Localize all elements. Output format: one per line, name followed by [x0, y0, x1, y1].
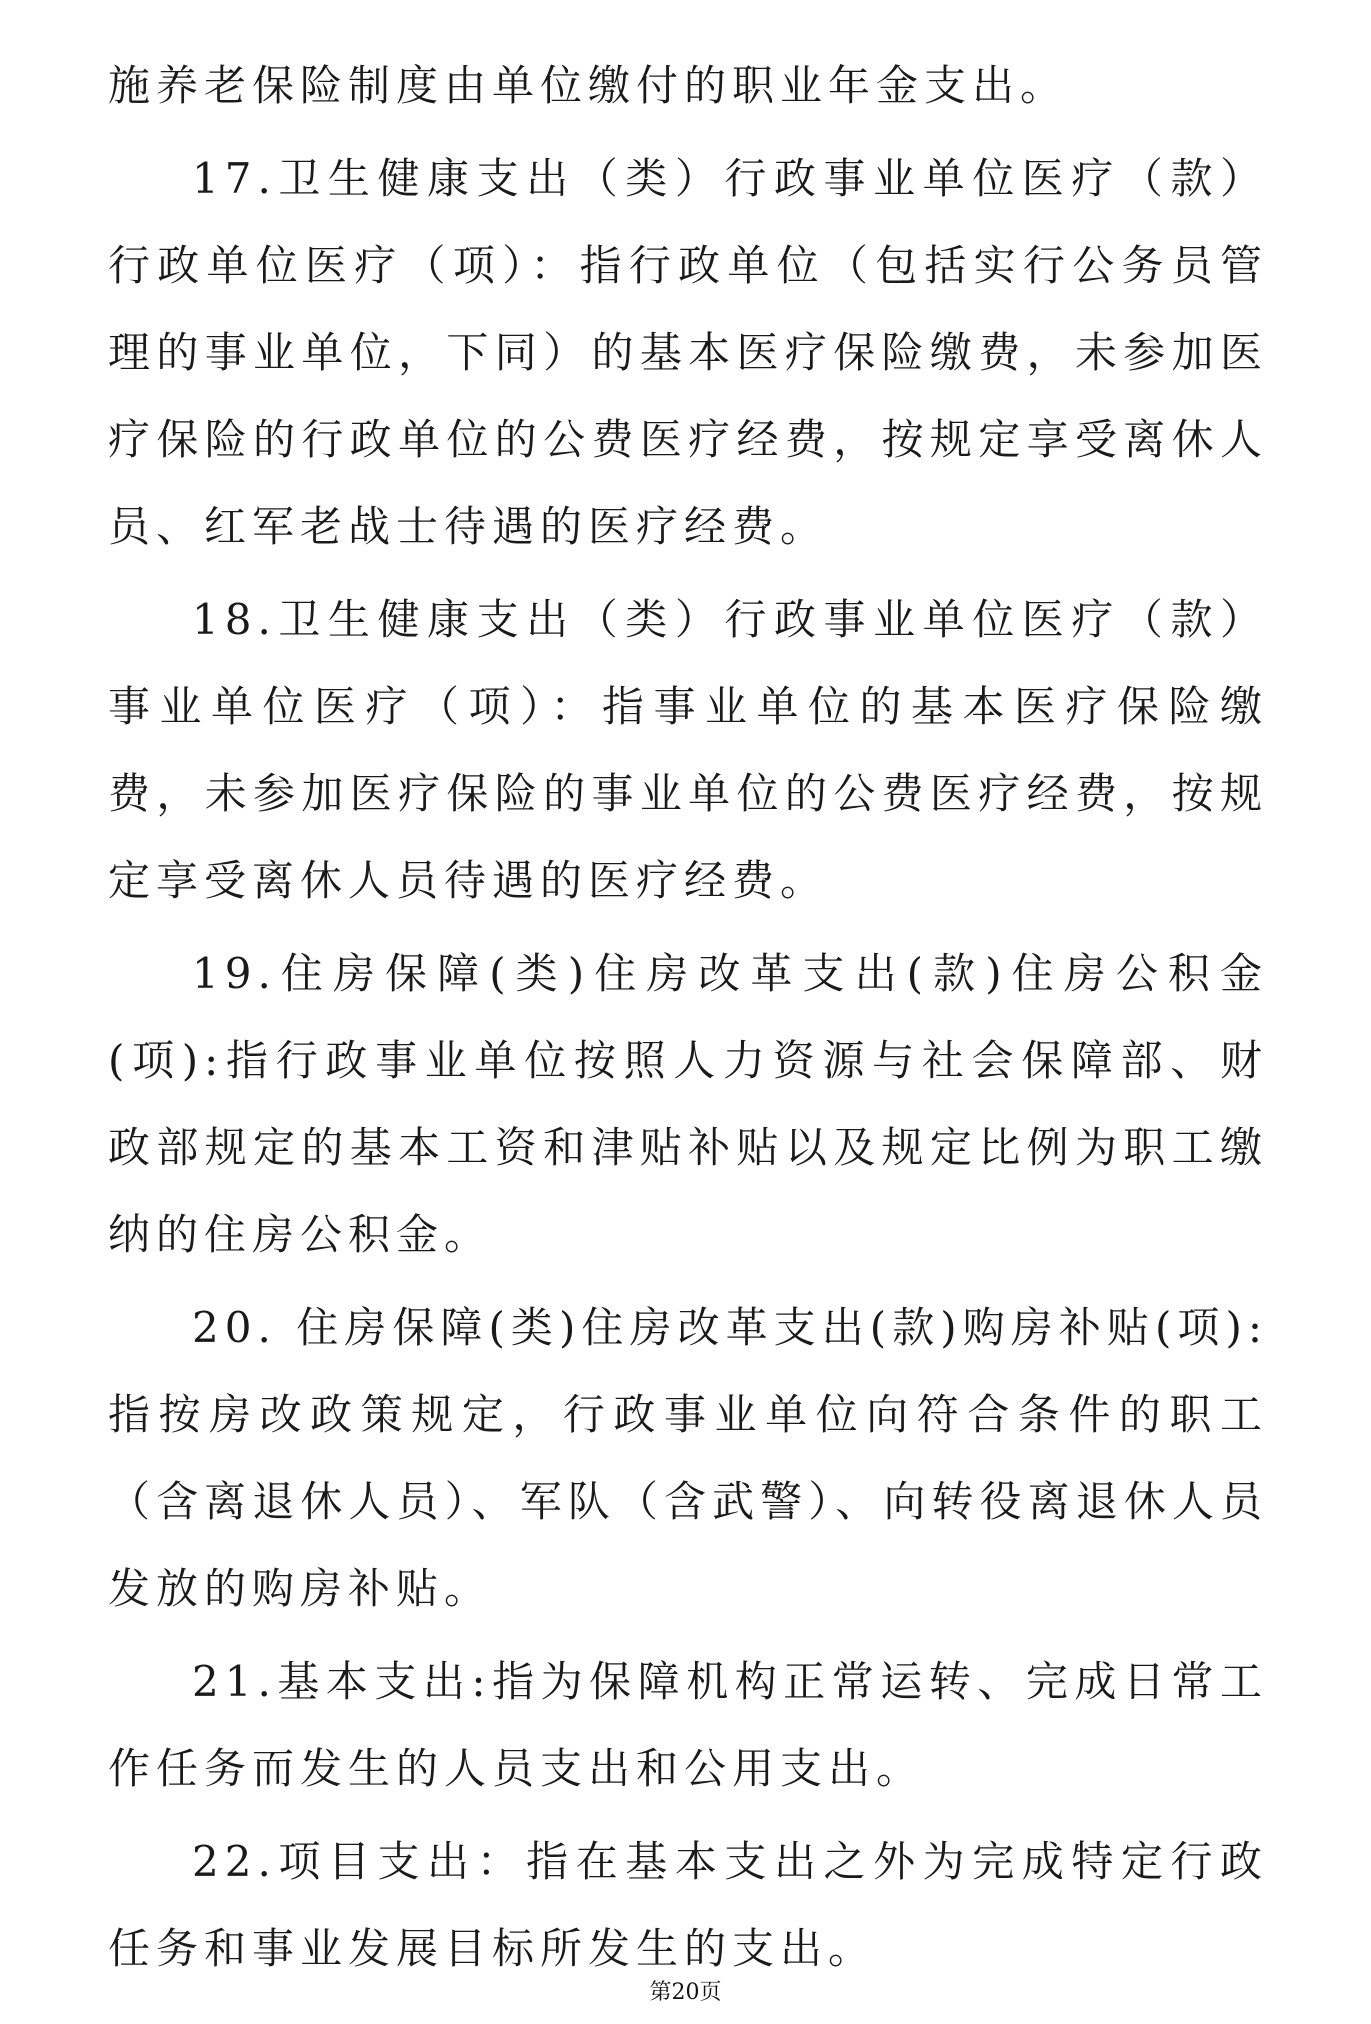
page-number: 第20页 — [649, 1980, 722, 2005]
document-body — [108, 42, 1268, 1998]
paragraph-item-19: 19.住房保障(类)住房改革支出(款)住房公积金(项):指行政事业单位按照人力资源与社会保障部、财政部规定的基本工资和津贴补贴以及规定比例为职工缴纳的住房公积金。 — [108, 949, 1268, 1259]
paragraph-item-22: 22.项目支出：指在基本支出之外为完成特定行政任务和事业发展目标所发生的支出。 — [108, 1837, 1268, 1973]
paragraph-item-17: 17.卫生健康支出（类）行政事业单位医疗（款）行政单位医疗（项）：指行政单位（包括实行公务员管理的事业单位，下同）的基本医疗保险缴费，未参加医疗保险的行政单位的公费医疗经费，按规定享受离休人员、红军老战士待遇的医疗经费。 — [108, 154, 1268, 551]
paragraph-item-21: 21.基本支出:指为保障机构正常运转、完成日常工作任务而发生的人员支出和公用支出。 — [108, 1657, 1268, 1793]
paragraph-continuation: 施养老保险制度由单位缴付的职业年金支出。 — [108, 61, 1069, 110]
paragraph-item-18: 18.卫生健康支出（类）行政事业单位医疗（款）事业单位医疗（项）：指事业单位的基本医疗保险缴费，未参加医疗保险的事业单位的公费医疗经费，按规定享受离休人员待遇的医疗经费。 — [108, 595, 1268, 905]
paragraph-item-20: 20. 住房保障(类)住房改革支出(款)购房补贴(项):指按房改政策规定，行政事业单位向符合条件的职工（含离退休人员）、军队（含武警）、向转役离退休人员发放的购房补贴。 — [108, 1303, 1268, 1613]
